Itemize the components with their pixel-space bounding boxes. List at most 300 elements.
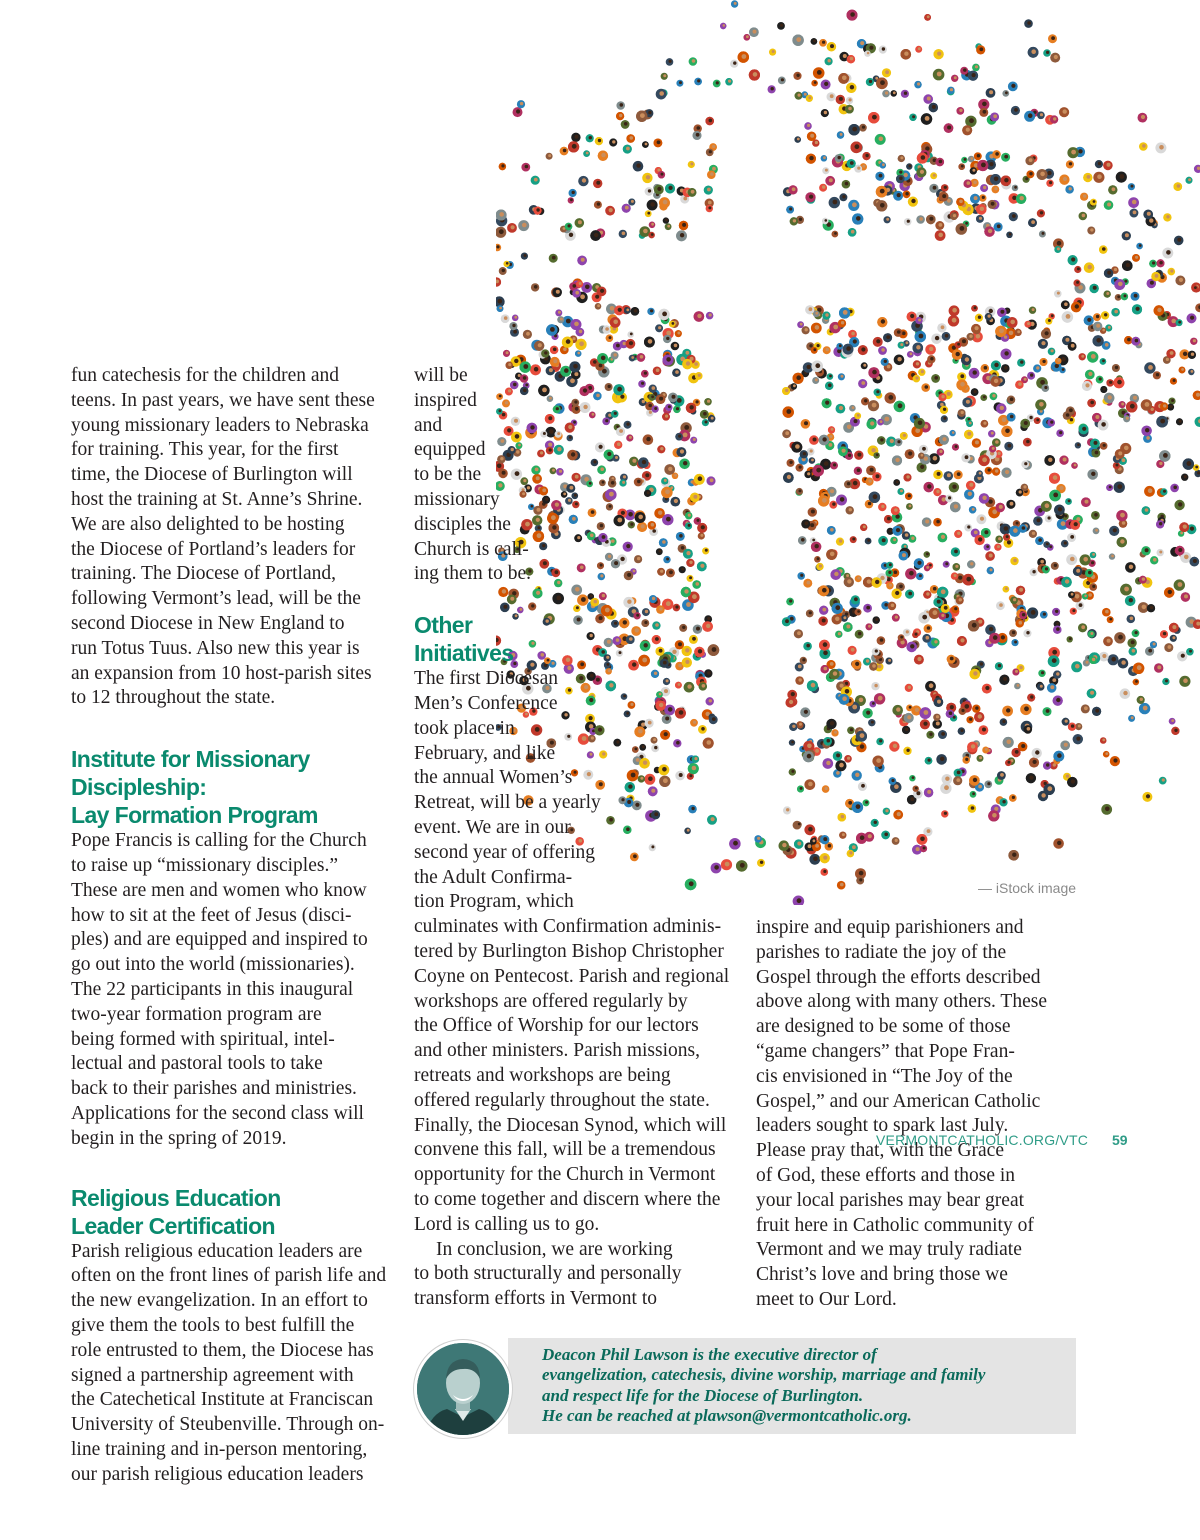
- crowd-person-head: [1178, 582, 1183, 587]
- crowd-person-head: [816, 468, 821, 473]
- crowd-person-head: [1005, 91, 1008, 94]
- crowd-person-head: [692, 59, 696, 63]
- crowd-person-head: [973, 370, 977, 374]
- crowd-person-head: [988, 229, 992, 233]
- crowd-person-head: [945, 334, 949, 338]
- crowd-person-head: [828, 383, 832, 387]
- crowd-person-head: [989, 627, 993, 631]
- crowd-person-head: [834, 572, 838, 576]
- crowd-person-head: [1005, 429, 1010, 434]
- crowd-person-head: [636, 163, 640, 167]
- crowd-person-head: [1028, 113, 1033, 118]
- crowd-person-head: [712, 145, 715, 148]
- crowd-person-head: [1032, 570, 1035, 573]
- crowd-person-head: [1077, 443, 1080, 446]
- crowd-person-head: [1105, 807, 1110, 812]
- crowd-person-head: [1132, 200, 1137, 205]
- crowd-person-head: [839, 344, 842, 347]
- crowd-person-head: [1160, 419, 1165, 424]
- crowd-person-head: [916, 791, 920, 795]
- crowd-person-head: [1156, 373, 1159, 376]
- crowd-person-head: [516, 109, 520, 113]
- crowd-person-head: [612, 140, 615, 143]
- crowd-person-head: [797, 898, 802, 903]
- crowd-person-head: [978, 714, 982, 718]
- crowd-person-head: [1043, 613, 1046, 616]
- crowd-person-head: [1088, 265, 1092, 269]
- crowd-person-head: [1148, 649, 1152, 653]
- crowd-person-head: [690, 162, 693, 165]
- crowd-person-head: [581, 258, 585, 262]
- crowd-person-head: [927, 829, 931, 833]
- crowd-person-head: [830, 528, 834, 532]
- crowd-person-head: [815, 363, 820, 368]
- crowd-person-head: [1090, 228, 1093, 231]
- crowd-person-head: [933, 174, 936, 177]
- crowd-person-head: [823, 837, 827, 841]
- crowd-person-head: [902, 553, 906, 557]
- crowd-person-head: [522, 223, 527, 228]
- crowd-person-head: [878, 696, 883, 701]
- crowd-person-head: [1026, 631, 1029, 634]
- crowd-person-head: [753, 72, 758, 77]
- crowd-person-head: [972, 169, 975, 172]
- crowd-person-head: [1046, 51, 1049, 54]
- crowd-person-head: [806, 644, 810, 648]
- crowd-person-head: [982, 728, 986, 732]
- crowd-person-head: [1084, 706, 1088, 710]
- crowd-person-head: [1008, 444, 1012, 448]
- crowd-person-head: [973, 181, 977, 185]
- crowd-person-head: [809, 195, 813, 199]
- crowd-person-head: [911, 537, 914, 540]
- crowd-person-head: [1056, 672, 1059, 675]
- crowd-person-head: [1145, 508, 1149, 512]
- crowd-person-head: [872, 403, 877, 408]
- crowd-person-head: [646, 175, 650, 179]
- crowd-person-head: [1116, 464, 1119, 467]
- crowd-person-head: [780, 24, 783, 27]
- crowd-person-head: [1159, 522, 1162, 525]
- crowd-person-head: [915, 376, 918, 379]
- crowd-person-head: [845, 182, 849, 186]
- crowd-person-head: [933, 587, 937, 591]
- crowd-person-head: [839, 406, 843, 410]
- crowd-person-head: [1000, 773, 1004, 777]
- crowd-person-head: [989, 554, 993, 558]
- crowd-person-head: [1145, 428, 1149, 432]
- crowd-person-head: [502, 269, 505, 272]
- crowd-person-head: [513, 330, 517, 334]
- crowd-person-head: [908, 494, 911, 497]
- crowd-person-head: [974, 531, 978, 535]
- crowd-person-head: [852, 538, 855, 541]
- crowd-person-head: [1044, 386, 1047, 389]
- crowd-person-head: [1092, 585, 1095, 588]
- crowd-person-head: [855, 773, 859, 777]
- crowd-person-head: [994, 187, 997, 190]
- crowd-person-head: [965, 222, 968, 225]
- crowd-person-head: [815, 141, 818, 144]
- crowd-person-head: [904, 173, 908, 177]
- crowd-person-head: [572, 144, 577, 149]
- crowd-person-head: [954, 574, 957, 577]
- crowd-person-head: [626, 309, 629, 312]
- crowd-person-head: [1133, 396, 1137, 400]
- crowd-person-head: [836, 771, 840, 775]
- crowd-person-head: [1002, 417, 1007, 422]
- crowd-person-head: [1177, 238, 1181, 242]
- crowd-person-head: [1113, 758, 1117, 762]
- crowd-person-head: [1065, 720, 1068, 723]
- crowd-person-head: [961, 729, 964, 732]
- crowd-person-head: [964, 158, 967, 161]
- crowd-person-head: [1146, 436, 1150, 440]
- crowd-person-head: [884, 603, 888, 607]
- crowd-person-head: [963, 68, 966, 71]
- crowd-person-head: [995, 440, 999, 444]
- crowd-person-head: [924, 710, 929, 715]
- crowd-person-head: [1079, 603, 1083, 607]
- crowd-person-head: [538, 343, 542, 347]
- crowd-person-head: [929, 733, 932, 736]
- crowd-person-head: [1031, 610, 1036, 615]
- crowd-person-head: [791, 741, 794, 744]
- crowd-person-head: [1026, 440, 1030, 444]
- crowd-person-head: [1146, 794, 1150, 798]
- crowd-person-head: [965, 704, 970, 709]
- crowd-person-head: [1170, 269, 1173, 272]
- crowd-person-head: [970, 157, 973, 160]
- crowd-person-head: [1124, 280, 1127, 283]
- crowd-person-head: [648, 111, 651, 114]
- crowd-person-head: [1012, 631, 1015, 634]
- crowd-person-head: [799, 489, 802, 492]
- crowd-person-head: [1000, 406, 1004, 410]
- crowd-person-head: [907, 220, 910, 223]
- crowd-person-head: [1148, 365, 1153, 370]
- crowd-person-head: [1061, 357, 1066, 362]
- crowd-person-head: [948, 496, 951, 499]
- crowd-person-head: [553, 359, 557, 363]
- crowd-person-head: [1107, 639, 1111, 643]
- crowd-person-head: [872, 115, 877, 120]
- crowd-person-head: [988, 315, 991, 318]
- crowd-person-head: [875, 77, 878, 80]
- crowd-person-head: [830, 721, 834, 725]
- crowd-person-head: [939, 223, 943, 227]
- crowd-person-head: [1099, 377, 1102, 380]
- crowd-person-head: [1166, 215, 1169, 218]
- crowd-person-head: [1057, 841, 1061, 845]
- crowd-person-head: [889, 529, 892, 532]
- crowd-person-head: [746, 35, 749, 38]
- crowd-person-head: [859, 878, 862, 881]
- crowd-person-head: [798, 94, 801, 97]
- crowd-person-head: [1027, 727, 1031, 731]
- crowd-person-head: [499, 212, 504, 217]
- crowd-person-head: [815, 749, 819, 753]
- crowd-person-head: [966, 577, 971, 582]
- crowd-person-head: [1193, 559, 1197, 563]
- crowd-person-head: [514, 316, 517, 319]
- crowd-person-head: [707, 188, 711, 192]
- crowd-person-head: [803, 452, 806, 455]
- crowd-person-head: [609, 208, 613, 212]
- crowd-person-head: [995, 469, 998, 472]
- crowd-person-head: [650, 202, 655, 207]
- crowd-person-head: [1181, 368, 1184, 371]
- crowd-person-head: [910, 352, 913, 355]
- crowd-person-head: [888, 659, 891, 662]
- crowd-person-head: [499, 307, 502, 310]
- crowd-person-head: [793, 384, 796, 387]
- crowd-person-head: [988, 499, 992, 503]
- crowd-person-head: [880, 576, 884, 580]
- crowd-person-head: [868, 479, 871, 482]
- crowd-person-head: [580, 294, 585, 299]
- crowd-person-head: [1069, 187, 1072, 190]
- crowd-person-head: [1109, 618, 1112, 621]
- crowd-person-head: [650, 309, 653, 312]
- crowd-person-head: [709, 313, 712, 316]
- crowd-person-head: [1056, 627, 1060, 631]
- crowd-person-head: [1047, 171, 1051, 175]
- crowd-person-head: [824, 111, 827, 114]
- crowd-person-head: [911, 199, 915, 203]
- crowd-person-head: [631, 356, 634, 359]
- crowd-person-head: [937, 600, 941, 604]
- crowd-person-head: [802, 658, 805, 661]
- crowd-person-head: [1098, 162, 1101, 165]
- crowd-person-head: [1032, 532, 1035, 535]
- crowd-person-head: [791, 692, 795, 696]
- crowd-person-head: [1120, 513, 1125, 518]
- crowd-person-head: [926, 636, 930, 640]
- crowd-person-head: [960, 638, 964, 642]
- crowd-person-head: [969, 335, 972, 338]
- crowd-person-head: [1115, 366, 1118, 369]
- crowd-person-head: [575, 135, 579, 139]
- crowd-person-head: [929, 683, 934, 688]
- crowd-person-head: [904, 545, 907, 548]
- crowd-person-head: [1020, 196, 1024, 200]
- crowd-person-head: [1017, 330, 1020, 333]
- crowd-person-head: [1105, 752, 1108, 755]
- crowd-person-head: [1196, 393, 1200, 397]
- crowd-person-head: [847, 579, 851, 583]
- crowd-person-head: [917, 657, 921, 661]
- crowd-person-head: [1048, 319, 1051, 322]
- crowd-person-head: [939, 160, 943, 164]
- crowd-person-head: [852, 127, 857, 132]
- crowd-person-head: [563, 348, 567, 352]
- crowd-person-head: [959, 109, 962, 112]
- crowd-person-head: [1086, 661, 1089, 664]
- crowd-person-head: [1163, 632, 1166, 635]
- crowd-person-head: [1009, 331, 1014, 336]
- crowd-person-head: [975, 706, 978, 709]
- crowd-person-head: [558, 311, 561, 314]
- crowd-person-head: [1069, 162, 1072, 165]
- crowd-person-head: [915, 428, 920, 433]
- crowd-person-head: [839, 763, 844, 768]
- crowd-person-head: [923, 722, 927, 726]
- crowd-person-head: [1014, 641, 1017, 644]
- crowd-person-head: [909, 165, 912, 168]
- crowd-person-head: [982, 196, 985, 199]
- crowd-person-head: [941, 325, 945, 329]
- crowd-person-head: [697, 79, 700, 82]
- crowd-person-head: [1103, 388, 1106, 391]
- crowd-person-head: [999, 328, 1004, 333]
- crowd-person-head: [798, 823, 801, 826]
- crowd-person-head: [823, 651, 828, 656]
- crowd-person-head: [1078, 149, 1082, 153]
- crowd-person-head: [568, 224, 571, 227]
- crowd-person-head: [786, 808, 789, 811]
- crowd-person-head: [961, 165, 964, 168]
- crowd-person-head: [1042, 232, 1045, 235]
- crowd-person-head: [952, 485, 956, 489]
- crowd-person-head: [1134, 294, 1138, 298]
- crowd-person-head: [961, 709, 964, 712]
- crowd-person-head: [954, 76, 957, 79]
- crowd-person-head: [597, 202, 600, 205]
- crowd-person-head: [920, 465, 924, 469]
- crowd-person-head: [1180, 532, 1183, 535]
- crowd-person-head: [1063, 109, 1067, 113]
- crowd-person-head: [810, 523, 814, 527]
- crowd-person-head: [866, 606, 870, 610]
- crowd-person-head: [1078, 725, 1081, 728]
- crowd-person-head: [1005, 470, 1009, 474]
- crowd-person-head: [1139, 244, 1142, 247]
- crowd-person-head: [1003, 677, 1007, 681]
- crowd-person-head: [979, 47, 983, 51]
- crowd-person-head: [954, 607, 957, 610]
- crowd-person-head: [847, 757, 850, 760]
- crowd-person-head: [941, 535, 945, 539]
- crowd-person-head: [988, 468, 991, 471]
- crowd-person-head: [1071, 150, 1076, 155]
- crowd-person-head: [643, 229, 648, 234]
- crowd-person-head: [674, 344, 678, 348]
- crowd-person-head: [940, 403, 944, 407]
- crowd-person-head: [1103, 444, 1106, 447]
- crowd-person-head: [1193, 339, 1196, 342]
- crowd-person-head: [1064, 515, 1067, 518]
- crowd-person-head: [992, 394, 995, 397]
- crowd-person-head: [829, 178, 833, 182]
- crowd-person-head: [708, 206, 711, 209]
- crowd-person-head: [860, 744, 864, 748]
- crowd-person-head: [1068, 500, 1071, 503]
- crowd-person-head: [657, 169, 660, 172]
- crowd-person-head: [972, 508, 975, 511]
- crowd-person-head: [601, 153, 605, 157]
- crowd-person-head: [869, 80, 872, 83]
- crowd-person-head: [809, 611, 812, 614]
- crowd-person-head: [937, 472, 941, 476]
- crowd-person-head: [936, 490, 939, 493]
- crowd-person-head: [848, 107, 852, 111]
- crowd-person-head: [578, 220, 582, 224]
- crowd-person-head: [1007, 309, 1010, 312]
- crowd-person-head: [1112, 187, 1116, 191]
- crowd-person-head: [813, 856, 818, 861]
- crowd-person-head: [891, 604, 895, 608]
- crowd-person-head: [947, 126, 951, 130]
- crowd-person-head: [900, 489, 903, 492]
- crowd-person-head: [826, 761, 830, 765]
- crowd-person-head: [556, 290, 560, 294]
- crowd-person-head: [944, 785, 949, 790]
- crowd-person-head: [890, 439, 894, 443]
- crowd-person-head: [1195, 466, 1198, 469]
- crowd-person-head: [811, 683, 816, 688]
- crowd-person-head: [885, 70, 889, 74]
- crowd-person-head: [716, 81, 719, 84]
- crowd-person-head: [896, 707, 900, 711]
- crowd-person-head: [862, 126, 865, 129]
- crowd-person-head: [1021, 744, 1025, 748]
- crowd-person-head: [793, 219, 796, 222]
- crowd-person-head: [1076, 281, 1079, 284]
- crowd-person-head: [885, 809, 888, 812]
- crowd-person-head: [1057, 359, 1060, 362]
- crowd-person-head: [969, 118, 974, 123]
- crowd-person-head: [1042, 360, 1045, 363]
- crowd-person-head: [1041, 341, 1045, 345]
- crowd-person-head: [879, 739, 882, 742]
- crowd-person-head: [975, 440, 979, 444]
- crowd-person-head: [1053, 117, 1056, 120]
- crowd-person-head: [1120, 539, 1124, 543]
- crowd-person-head: [957, 532, 960, 535]
- crowd-person-head: [834, 232, 837, 235]
- crowd-person-head: [1159, 145, 1164, 150]
- crowd-person-head: [838, 632, 841, 635]
- crowd-person-head: [629, 341, 633, 345]
- crowd-person-head: [1170, 405, 1173, 408]
- crowd-person-head: [900, 343, 903, 346]
- crowd-person-head: [958, 576, 962, 580]
- crowd-person-head: [1007, 740, 1012, 745]
- crowd-person-head: [830, 44, 834, 48]
- crowd-person-head: [534, 178, 538, 182]
- crowd-person-head: [809, 344, 812, 347]
- crowd-person-head: [1004, 155, 1008, 159]
- crowd-person-head: [797, 631, 801, 635]
- crowd-person-head: [854, 597, 858, 601]
- crowd-person-head: [1027, 322, 1030, 325]
- crowd-person-head: [1121, 660, 1125, 664]
- crowd-person-head: [852, 705, 857, 710]
- crowd-person-head: [989, 309, 993, 313]
- crowd-person-head: [1052, 658, 1057, 663]
- crowd-person-head: [697, 314, 701, 318]
- crowd-person-head: [1022, 613, 1025, 616]
- crowd-person-head: [1002, 720, 1005, 723]
- crowd-person-head: [800, 323, 803, 326]
- crowd-person-head: [881, 348, 885, 352]
- crowd-person-head: [1121, 403, 1124, 406]
- crowd-person-head: [978, 620, 982, 624]
- crowd-person-head: [1060, 486, 1064, 490]
- crowd-person-head: [897, 440, 900, 443]
- crowd-person-head: [1127, 338, 1131, 342]
